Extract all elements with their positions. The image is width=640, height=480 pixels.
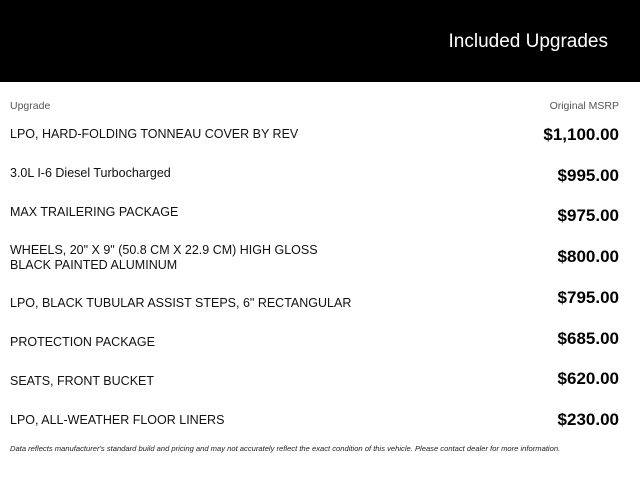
list-item	[0, 408, 640, 448]
column-header-upgrade: Upgrade	[10, 100, 51, 112]
list-item	[0, 287, 640, 327]
upgrade-name: 3.0L I-6 Diesel Turbocharged	[10, 166, 171, 180]
upgrade-name: LPO, HARD-FOLDING TONNEAU COVER BY REV	[10, 127, 299, 141]
upgrade-price: $795.00	[557, 288, 619, 307]
upgrade-name: WHEELS, 20" X 9" (50.8 CM X 22.9 CM) HIGH GLOSS BLACK PAINTED ALUMINUM	[10, 243, 318, 272]
list-item	[0, 368, 640, 408]
column-header-msrp: Original MSRP	[549, 100, 619, 112]
upgrade-price: $975.00	[557, 206, 619, 225]
upgrade-name: LPO, BLACK TUBULAR ASSIST STEPS, 6" RECTANGULAR	[10, 296, 352, 310]
list-item	[0, 160, 640, 200]
upgrade-price: $995.00	[557, 166, 619, 185]
upgrade-price: $620.00	[557, 369, 619, 388]
list-item	[0, 241, 640, 281]
list-item	[0, 328, 640, 368]
disclaimer-text: Data reflects manufacturer's standard build and pricing and may not accurately reflect the exact condition of this vehicle. Please contact dealer for more information.	[10, 444, 561, 453]
list-item	[0, 120, 640, 160]
header-bar	[0, 0, 640, 82]
list-item	[0, 200, 640, 240]
upgrade-price: $685.00	[557, 329, 619, 348]
page-title: Included Upgrades	[448, 31, 608, 52]
upgrade-name: SEATS, FRONT BUCKET	[10, 374, 155, 388]
upgrade-price: $800.00	[557, 247, 619, 266]
upgrade-name: MAX TRAILERING PACKAGE	[10, 205, 179, 219]
upgrade-price: $230.00	[557, 410, 619, 429]
upgrade-price: $1,100.00	[543, 125, 619, 144]
upgrade-name: LPO, ALL-WEATHER FLOOR LINERS	[10, 413, 225, 427]
upgrade-name: PROTECTION PACKAGE	[10, 335, 155, 349]
